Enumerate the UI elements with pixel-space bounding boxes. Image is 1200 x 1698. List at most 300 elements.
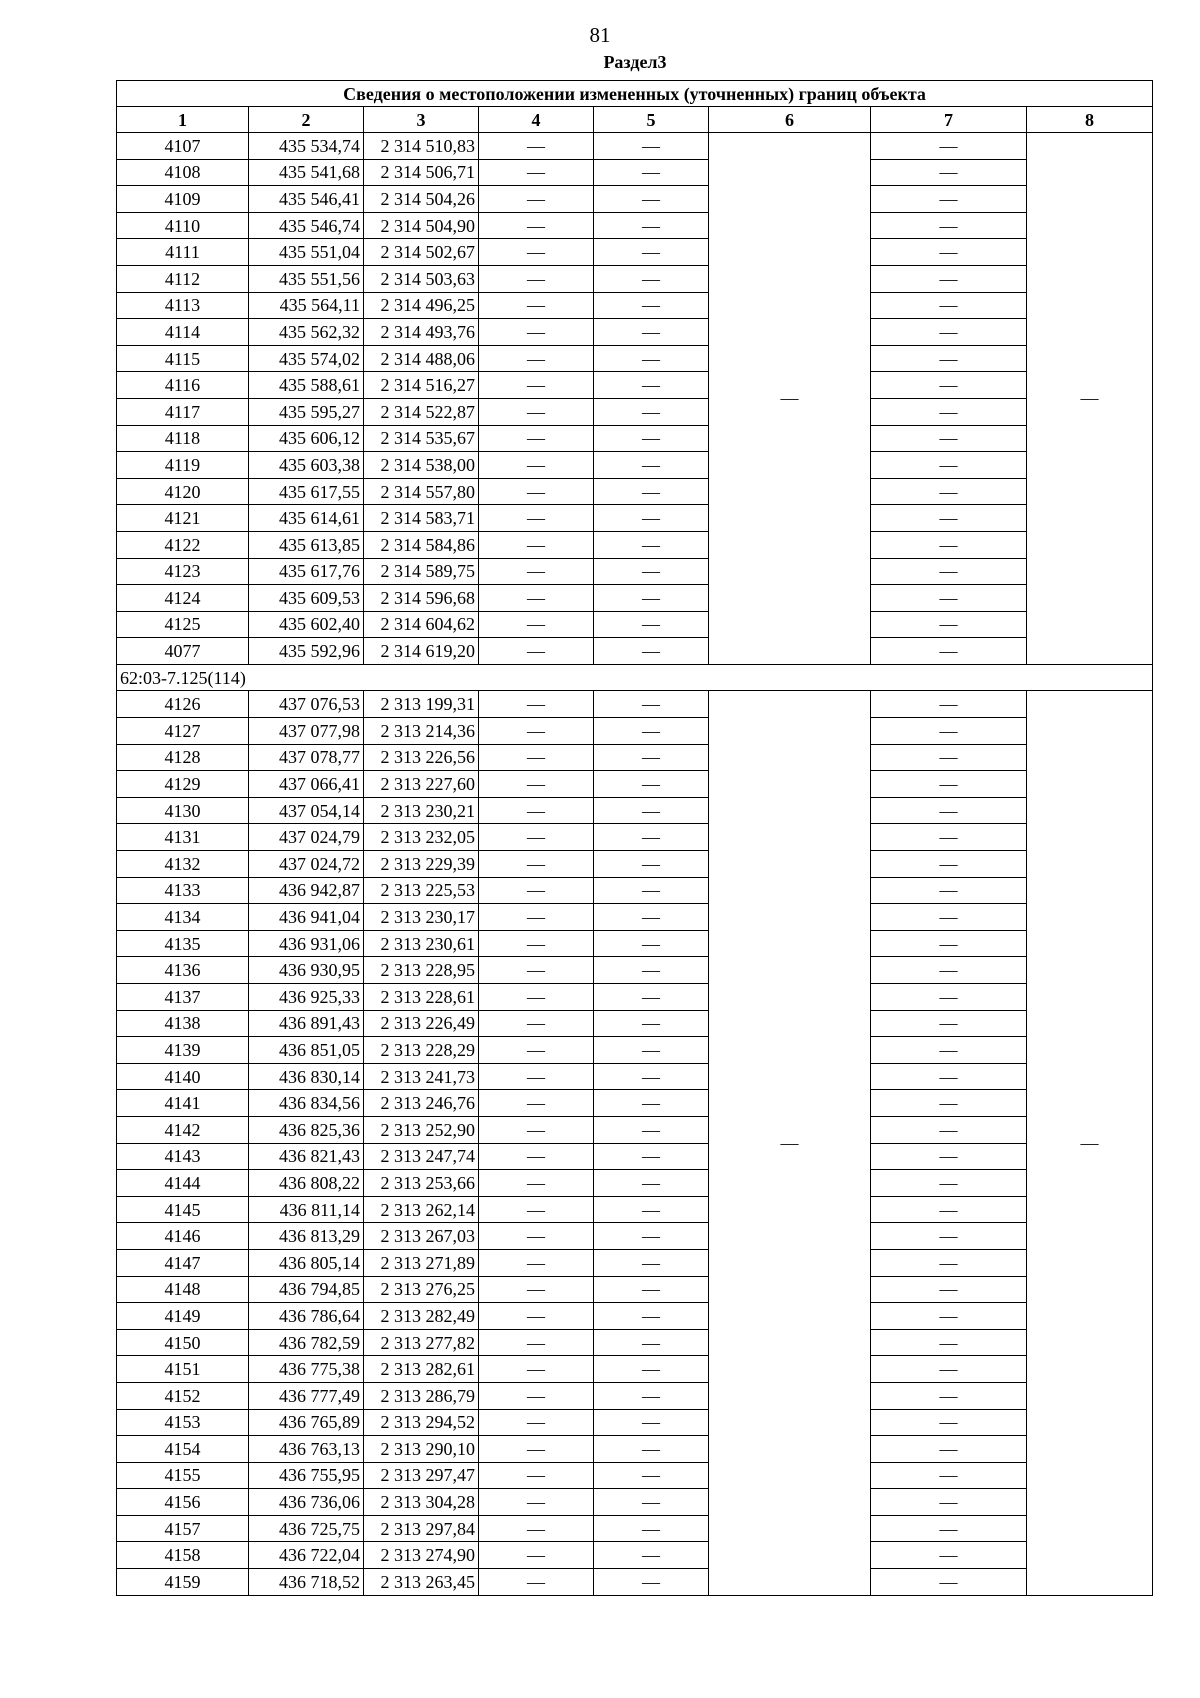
- column-4-dash-cell: —: [479, 531, 594, 558]
- y-coordinate-cell: 2 313 199,31: [364, 691, 479, 718]
- point-number-cell: 4119: [117, 452, 249, 479]
- column-7-dash-cell: —: [871, 1063, 1027, 1090]
- y-coordinate-cell: 2 313 297,84: [364, 1515, 479, 1542]
- column-4-dash-cell: —: [479, 319, 594, 346]
- point-number-cell: 4154: [117, 1436, 249, 1463]
- x-coordinate-cell: 436 821,43: [249, 1143, 364, 1170]
- point-number-cell: 4131: [117, 824, 249, 851]
- x-coordinate-cell: 435 564,11: [249, 292, 364, 319]
- point-number-cell: 4107: [117, 133, 249, 160]
- column-7-dash-cell: —: [871, 797, 1027, 824]
- point-number-cell: 4120: [117, 478, 249, 505]
- column-4-dash-cell: —: [479, 478, 594, 505]
- point-number-cell: 4139: [117, 1037, 249, 1064]
- table-row: [117, 1170, 1153, 1197]
- x-coordinate-cell: 435 595,27: [249, 398, 364, 425]
- column-7-dash-cell: —: [871, 425, 1027, 452]
- column-7-dash-cell: —: [871, 319, 1027, 346]
- point-number-cell: 4149: [117, 1303, 249, 1330]
- table-row: [117, 1382, 1153, 1409]
- table-row: [117, 398, 1153, 425]
- column-5-dash-cell: —: [594, 691, 709, 718]
- column-7-dash-cell: —: [871, 1090, 1027, 1117]
- x-coordinate-cell: 436 941,04: [249, 904, 364, 931]
- x-coordinate-cell: 435 617,76: [249, 558, 364, 585]
- x-coordinate-cell: 435 613,85: [249, 531, 364, 558]
- column-4-dash-cell: —: [479, 425, 594, 452]
- column-5-dash-cell: —: [594, 1170, 709, 1197]
- column-4-dash-cell: —: [479, 1170, 594, 1197]
- x-coordinate-cell: 436 942,87: [249, 877, 364, 904]
- point-number-cell: 4115: [117, 345, 249, 372]
- point-number-cell: 4109: [117, 186, 249, 213]
- column-7-dash-cell: —: [871, 984, 1027, 1011]
- x-coordinate-cell: 437 078,77: [249, 744, 364, 771]
- column-7-dash-cell: —: [871, 930, 1027, 957]
- x-coordinate-cell: 435 551,56: [249, 265, 364, 292]
- column-4-dash-cell: —: [479, 398, 594, 425]
- x-coordinate-cell: 436 786,64: [249, 1303, 364, 1330]
- table-row: [117, 1010, 1153, 1037]
- table-row: [117, 691, 1153, 718]
- column-5-dash-cell: —: [594, 186, 709, 213]
- point-number-cell: 4144: [117, 1170, 249, 1197]
- x-coordinate-cell: 436 777,49: [249, 1382, 364, 1409]
- table-row: [117, 611, 1153, 638]
- x-coordinate-cell: 437 066,41: [249, 771, 364, 798]
- column-7-dash-cell: —: [871, 877, 1027, 904]
- table-row: [117, 1462, 1153, 1489]
- table-row: [117, 372, 1153, 399]
- table-row: [117, 957, 1153, 984]
- x-coordinate-cell: 435 588,61: [249, 372, 364, 399]
- column-4-dash-cell: —: [479, 1276, 594, 1303]
- column-7-dash-cell: —: [871, 1196, 1027, 1223]
- x-coordinate-cell: 435 592,96: [249, 638, 364, 665]
- x-coordinate-cell: 435 574,02: [249, 345, 364, 372]
- column-4-dash-cell: —: [479, 824, 594, 851]
- x-coordinate-cell: 436 765,89: [249, 1409, 364, 1436]
- table-header-row: [117, 107, 1153, 133]
- column-4-dash-cell: —: [479, 1196, 594, 1223]
- cadastral-number-row: [117, 664, 1153, 691]
- x-coordinate-cell: 436 830,14: [249, 1063, 364, 1090]
- x-coordinate-cell: 437 024,79: [249, 824, 364, 851]
- table-row: [117, 1196, 1153, 1223]
- column-4-dash-cell: —: [479, 611, 594, 638]
- column-5-dash-cell: —: [594, 824, 709, 851]
- y-coordinate-cell: 2 313 228,95: [364, 957, 479, 984]
- point-number-cell: 4114: [117, 319, 249, 346]
- column-4-dash-cell: —: [479, 292, 594, 319]
- column-5-dash-cell: —: [594, 505, 709, 532]
- column-7-dash-cell: —: [871, 1489, 1027, 1516]
- table-row: [117, 1090, 1153, 1117]
- column-4-dash-cell: —: [479, 638, 594, 665]
- y-coordinate-cell: 2 314 535,67: [364, 425, 479, 452]
- column-4-dash-cell: —: [479, 744, 594, 771]
- point-number-cell: 4126: [117, 691, 249, 718]
- table-row: [117, 1116, 1153, 1143]
- point-number-cell: 4145: [117, 1196, 249, 1223]
- column-4-dash-cell: —: [479, 133, 594, 160]
- table-row: [117, 1489, 1153, 1516]
- column-7-dash-cell: —: [871, 212, 1027, 239]
- point-number-cell: 4151: [117, 1356, 249, 1383]
- column-7-dash-cell: —: [871, 1249, 1027, 1276]
- y-coordinate-cell: 2 314 496,25: [364, 292, 479, 319]
- column-5-dash-cell: —: [594, 744, 709, 771]
- column-7-dash-cell: —: [871, 452, 1027, 479]
- x-coordinate-cell: 436 718,52: [249, 1569, 364, 1596]
- column-4-dash-cell: —: [479, 771, 594, 798]
- point-number-cell: 4123: [117, 558, 249, 585]
- y-coordinate-cell: 2 314 604,62: [364, 611, 479, 638]
- point-number-cell: 4110: [117, 212, 249, 239]
- x-coordinate-cell: 436 725,75: [249, 1515, 364, 1542]
- column-4-dash-cell: —: [479, 1010, 594, 1037]
- point-number-cell: 4134: [117, 904, 249, 931]
- y-coordinate-cell: 2 313 294,52: [364, 1409, 479, 1436]
- point-number-cell: 4113: [117, 292, 249, 319]
- table-row: [117, 159, 1153, 186]
- column-4-dash-cell: —: [479, 1382, 594, 1409]
- column-5-dash-cell: —: [594, 1489, 709, 1516]
- table-body: [117, 81, 1153, 1596]
- column-7-dash-cell: —: [871, 1329, 1027, 1356]
- point-number-cell: 4127: [117, 718, 249, 745]
- column-4-dash-cell: —: [479, 1116, 594, 1143]
- x-coordinate-cell: 437 076,53: [249, 691, 364, 718]
- column-7-dash-cell: —: [871, 611, 1027, 638]
- y-coordinate-cell: 2 314 488,06: [364, 345, 479, 372]
- column-7-dash-cell: —: [871, 957, 1027, 984]
- point-number-cell: 4158: [117, 1542, 249, 1569]
- column-header-3: 3: [364, 107, 479, 133]
- x-coordinate-cell: 436 931,06: [249, 930, 364, 957]
- column-5-dash-cell: —: [594, 984, 709, 1011]
- column-5-dash-cell: —: [594, 1116, 709, 1143]
- x-coordinate-cell: 436 805,14: [249, 1249, 364, 1276]
- column-7-dash-cell: —: [871, 691, 1027, 718]
- column-4-dash-cell: —: [479, 585, 594, 612]
- table-row: [117, 585, 1153, 612]
- column-6-merged-dash-cell: —: [709, 133, 871, 665]
- table-row: [117, 1542, 1153, 1569]
- table-row: [117, 744, 1153, 771]
- x-coordinate-cell: 436 755,95: [249, 1462, 364, 1489]
- y-coordinate-cell: 2 314 596,68: [364, 585, 479, 612]
- table-row: [117, 771, 1153, 798]
- column-5-dash-cell: —: [594, 558, 709, 585]
- column-5-dash-cell: —: [594, 771, 709, 798]
- x-coordinate-cell: 435 617,55: [249, 478, 364, 505]
- table-row: [117, 425, 1153, 452]
- column-5-dash-cell: —: [594, 239, 709, 266]
- y-coordinate-cell: 2 313 230,17: [364, 904, 479, 931]
- column-4-dash-cell: —: [479, 1037, 594, 1064]
- x-coordinate-cell: 435 534,74: [249, 133, 364, 160]
- x-coordinate-cell: 437 077,98: [249, 718, 364, 745]
- column-7-dash-cell: —: [871, 239, 1027, 266]
- y-coordinate-cell: 2 314 516,27: [364, 372, 479, 399]
- column-5-dash-cell: —: [594, 585, 709, 612]
- table-row: [117, 292, 1153, 319]
- column-4-dash-cell: —: [479, 265, 594, 292]
- column-7-dash-cell: —: [871, 1143, 1027, 1170]
- point-number-cell: 4077: [117, 638, 249, 665]
- point-number-cell: 4150: [117, 1329, 249, 1356]
- y-coordinate-cell: 2 314 506,71: [364, 159, 479, 186]
- point-number-cell: 4108: [117, 159, 249, 186]
- x-coordinate-cell: 435 602,40: [249, 611, 364, 638]
- boundary-coordinates-table: [116, 80, 1153, 1596]
- column-5-dash-cell: —: [594, 904, 709, 931]
- column-5-dash-cell: —: [594, 1249, 709, 1276]
- column-4-dash-cell: —: [479, 186, 594, 213]
- column-8-merged-dash-cell: —: [1027, 133, 1153, 665]
- point-number-cell: 4116: [117, 372, 249, 399]
- column-5-dash-cell: —: [594, 1569, 709, 1596]
- column-5-dash-cell: —: [594, 1436, 709, 1463]
- column-4-dash-cell: —: [479, 1542, 594, 1569]
- x-coordinate-cell: 435 546,74: [249, 212, 364, 239]
- column-7-dash-cell: —: [871, 1356, 1027, 1383]
- column-7-dash-cell: —: [871, 1116, 1027, 1143]
- y-coordinate-cell: 2 314 503,63: [364, 265, 479, 292]
- section-title: Раздел3: [603, 52, 667, 72]
- y-coordinate-cell: 2 314 584,86: [364, 531, 479, 558]
- y-coordinate-cell: 2 313 228,61: [364, 984, 479, 1011]
- column-4-dash-cell: —: [479, 372, 594, 399]
- column-7-dash-cell: —: [871, 159, 1027, 186]
- column-7-dash-cell: —: [871, 133, 1027, 160]
- column-header-1: 1: [117, 107, 249, 133]
- column-5-dash-cell: —: [594, 1329, 709, 1356]
- column-7-dash-cell: —: [871, 1223, 1027, 1250]
- point-number-cell: 4143: [117, 1143, 249, 1170]
- y-coordinate-cell: 2 313 226,49: [364, 1010, 479, 1037]
- column-5-dash-cell: —: [594, 1462, 709, 1489]
- table-row: [117, 1515, 1153, 1542]
- x-coordinate-cell: 435 606,12: [249, 425, 364, 452]
- table-row: [117, 1356, 1153, 1383]
- point-number-cell: 4138: [117, 1010, 249, 1037]
- column-4-dash-cell: —: [479, 1436, 594, 1463]
- page-number: 81: [589, 23, 611, 47]
- column-5-dash-cell: —: [594, 1303, 709, 1330]
- x-coordinate-cell: 437 054,14: [249, 797, 364, 824]
- point-number-cell: 4148: [117, 1276, 249, 1303]
- column-5-dash-cell: —: [594, 1382, 709, 1409]
- column-4-dash-cell: —: [479, 345, 594, 372]
- y-coordinate-cell: 2 313 253,66: [364, 1170, 479, 1197]
- column-7-dash-cell: —: [871, 1542, 1027, 1569]
- table-caption-row: [117, 81, 1153, 107]
- y-coordinate-cell: 2 313 282,49: [364, 1303, 479, 1330]
- table-row: [117, 1063, 1153, 1090]
- column-5-dash-cell: —: [594, 718, 709, 745]
- y-coordinate-cell: 2 314 522,87: [364, 398, 479, 425]
- y-coordinate-cell: 2 313 229,39: [364, 851, 479, 878]
- column-5-dash-cell: —: [594, 133, 709, 160]
- y-coordinate-cell: 2 314 510,83: [364, 133, 479, 160]
- y-coordinate-cell: 2 313 267,03: [364, 1223, 479, 1250]
- table-row: [117, 1329, 1153, 1356]
- column-5-dash-cell: —: [594, 851, 709, 878]
- column-7-dash-cell: —: [871, 1515, 1027, 1542]
- column-4-dash-cell: —: [479, 1515, 594, 1542]
- x-coordinate-cell: 436 763,13: [249, 1436, 364, 1463]
- y-coordinate-cell: 2 313 228,29: [364, 1037, 479, 1064]
- column-7-dash-cell: —: [871, 186, 1027, 213]
- y-coordinate-cell: 2 313 241,73: [364, 1063, 479, 1090]
- column-4-dash-cell: —: [479, 877, 594, 904]
- table-row: [117, 265, 1153, 292]
- column-7-dash-cell: —: [871, 718, 1027, 745]
- column-4-dash-cell: —: [479, 159, 594, 186]
- column-5-dash-cell: —: [594, 292, 709, 319]
- column-5-dash-cell: —: [594, 372, 709, 399]
- point-number-cell: 4152: [117, 1382, 249, 1409]
- x-coordinate-cell: 437 024,72: [249, 851, 364, 878]
- point-number-cell: 4140: [117, 1063, 249, 1090]
- column-7-dash-cell: —: [871, 531, 1027, 558]
- table-caption: Сведения о местоположении измененных (уточненных) границ объекта: [117, 81, 1153, 107]
- y-coordinate-cell: 2 314 504,90: [364, 212, 479, 239]
- column-5-dash-cell: —: [594, 877, 709, 904]
- x-coordinate-cell: 436 834,56: [249, 1090, 364, 1117]
- column-4-dash-cell: —: [479, 1090, 594, 1117]
- column-4-dash-cell: —: [479, 691, 594, 718]
- column-7-dash-cell: —: [871, 398, 1027, 425]
- point-number-cell: 4129: [117, 771, 249, 798]
- column-4-dash-cell: —: [479, 957, 594, 984]
- column-7-dash-cell: —: [871, 1462, 1027, 1489]
- table-row: [117, 1249, 1153, 1276]
- x-coordinate-cell: 436 851,05: [249, 1037, 364, 1064]
- column-7-dash-cell: —: [871, 345, 1027, 372]
- y-coordinate-cell: 2 313 252,90: [364, 1116, 479, 1143]
- x-coordinate-cell: 436 811,14: [249, 1196, 364, 1223]
- column-4-dash-cell: —: [479, 1489, 594, 1516]
- y-coordinate-cell: 2 313 286,79: [364, 1382, 479, 1409]
- column-4-dash-cell: —: [479, 452, 594, 479]
- column-5-dash-cell: —: [594, 531, 709, 558]
- point-number-cell: 4118: [117, 425, 249, 452]
- column-7-dash-cell: —: [871, 585, 1027, 612]
- x-coordinate-cell: 435 541,68: [249, 159, 364, 186]
- column-4-dash-cell: —: [479, 930, 594, 957]
- point-number-cell: 4133: [117, 877, 249, 904]
- point-number-cell: 4124: [117, 585, 249, 612]
- column-5-dash-cell: —: [594, 1196, 709, 1223]
- y-coordinate-cell: 2 314 493,76: [364, 319, 479, 346]
- x-coordinate-cell: 435 614,61: [249, 505, 364, 532]
- x-coordinate-cell: 435 562,32: [249, 319, 364, 346]
- x-coordinate-cell: 436 736,06: [249, 1489, 364, 1516]
- table-row: [117, 718, 1153, 745]
- y-coordinate-cell: 2 313 232,05: [364, 824, 479, 851]
- column-header-2: 2: [249, 107, 364, 133]
- point-number-cell: 4125: [117, 611, 249, 638]
- column-5-dash-cell: —: [594, 212, 709, 239]
- y-coordinate-cell: 2 314 538,00: [364, 452, 479, 479]
- table-row: [117, 1037, 1153, 1064]
- point-number-cell: 4156: [117, 1489, 249, 1516]
- y-coordinate-cell: 2 313 246,76: [364, 1090, 479, 1117]
- column-7-dash-cell: —: [871, 904, 1027, 931]
- y-coordinate-cell: 2 313 226,56: [364, 744, 479, 771]
- column-4-dash-cell: —: [479, 1063, 594, 1090]
- column-7-dash-cell: —: [871, 505, 1027, 532]
- table-row: [117, 851, 1153, 878]
- table-row: [117, 904, 1153, 931]
- column-5-dash-cell: —: [594, 1090, 709, 1117]
- point-number-cell: 4112: [117, 265, 249, 292]
- point-number-cell: 4155: [117, 1462, 249, 1489]
- column-5-dash-cell: —: [594, 1409, 709, 1436]
- table-row: [117, 877, 1153, 904]
- x-coordinate-cell: 436 813,29: [249, 1223, 364, 1250]
- column-5-dash-cell: —: [594, 638, 709, 665]
- table-row: [117, 452, 1153, 479]
- x-coordinate-cell: 436 775,38: [249, 1356, 364, 1383]
- column-4-dash-cell: —: [479, 1569, 594, 1596]
- point-number-cell: 4142: [117, 1116, 249, 1143]
- table-row: [117, 1303, 1153, 1330]
- x-coordinate-cell: 435 551,04: [249, 239, 364, 266]
- column-7-dash-cell: —: [871, 1569, 1027, 1596]
- table-row: [117, 797, 1153, 824]
- column-5-dash-cell: —: [594, 1542, 709, 1569]
- column-7-dash-cell: —: [871, 1276, 1027, 1303]
- y-coordinate-cell: 2 314 502,67: [364, 239, 479, 266]
- column-4-dash-cell: —: [479, 718, 594, 745]
- y-coordinate-cell: 2 313 262,14: [364, 1196, 479, 1223]
- column-header-4: 4: [479, 107, 594, 133]
- column-5-dash-cell: —: [594, 1356, 709, 1383]
- column-7-dash-cell: —: [871, 265, 1027, 292]
- column-5-dash-cell: —: [594, 957, 709, 984]
- column-5-dash-cell: —: [594, 425, 709, 452]
- column-7-dash-cell: —: [871, 1170, 1027, 1197]
- y-coordinate-cell: 2 314 619,20: [364, 638, 479, 665]
- y-coordinate-cell: 2 313 230,61: [364, 930, 479, 957]
- column-4-dash-cell: —: [479, 797, 594, 824]
- column-7-dash-cell: —: [871, 638, 1027, 665]
- table-row: [117, 319, 1153, 346]
- table-row: [117, 133, 1153, 160]
- column-5-dash-cell: —: [594, 1037, 709, 1064]
- y-coordinate-cell: 2 313 247,74: [364, 1143, 479, 1170]
- column-4-dash-cell: —: [479, 558, 594, 585]
- point-number-cell: 4128: [117, 744, 249, 771]
- y-coordinate-cell: 2 313 274,90: [364, 1542, 479, 1569]
- y-coordinate-cell: 2 313 263,45: [364, 1569, 479, 1596]
- column-7-dash-cell: —: [871, 478, 1027, 505]
- point-number-cell: 4130: [117, 797, 249, 824]
- point-number-cell: 4147: [117, 1249, 249, 1276]
- column-header-5: 5: [594, 107, 709, 133]
- column-4-dash-cell: —: [479, 212, 594, 239]
- x-coordinate-cell: 436 925,33: [249, 984, 364, 1011]
- table-row: [117, 212, 1153, 239]
- point-number-cell: 4117: [117, 398, 249, 425]
- table-row: [117, 638, 1153, 665]
- column-4-dash-cell: —: [479, 1409, 594, 1436]
- table-row: [117, 824, 1153, 851]
